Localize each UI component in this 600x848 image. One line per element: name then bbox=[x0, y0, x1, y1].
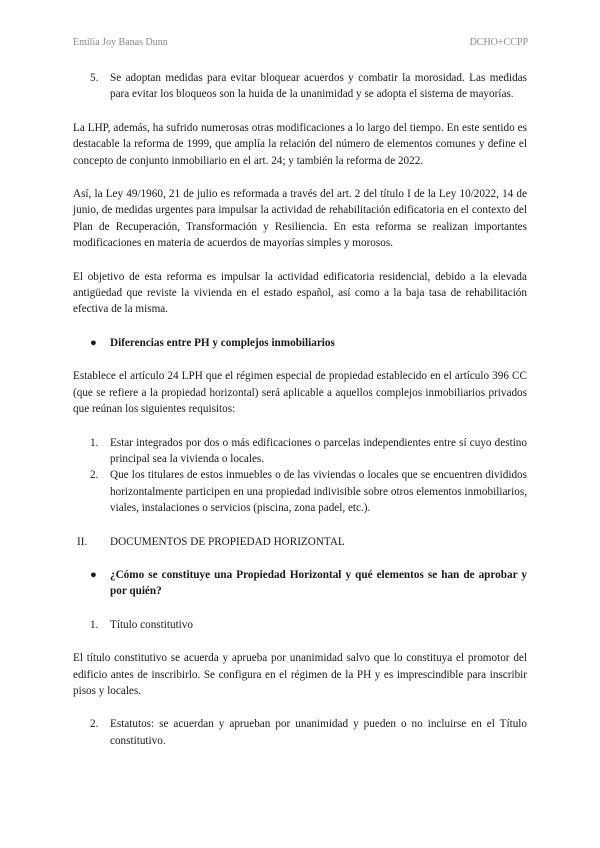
list-item-5 bbox=[90, 70, 527, 103]
bullet-heading-differences bbox=[90, 335, 527, 351]
list-item-text: Estatutos: se acuerdan y aprueban por unanimidad y pueden o no incluirse en el Título constitutivo. bbox=[110, 718, 527, 747]
paragraph-article-24: Establece el artículo 24 LPH que el régimen especial de propiedad establecido en el artículo 396 CC (que se refiere a la propiedad horizontal) será aplicable a aquellos complejos inmobiliarios privados que reúnan los siguientes requisitos: bbox=[73, 370, 527, 416]
list-marker: 5. bbox=[90, 72, 99, 84]
list-item-text: Estar integrados por dos o más edificaciones o parcelas independientes entre sí cuyo destino principal sea la vivienda o locales. bbox=[110, 436, 527, 465]
header-course: DCHO+CCPP bbox=[469, 37, 528, 48]
bullet-heading-text: Diferencias entre PH y complejos inmobiliarios bbox=[110, 336, 335, 349]
paragraph-ley-reform: Así, la Ley 49/1960, 21 de julio es reformada a través del art. 2 del título I de la Ley 10/2022, 14 de junio, de medidas urgentes para impulsar la actividad de rehabilitación edificatoria en el contexto del Plan de Recuperación, Transformación y Resiliencia. En esta reforma se realizan importantes modificaciones en materia de acuerdos de mayorías simples y morosos. bbox=[73, 188, 527, 250]
bullet-heading-text: ¿Cómo se constituye una Propiedad Horizontal y qué elementos se han de aprobar y por quién? bbox=[110, 568, 527, 598]
section-heading-ii bbox=[77, 534, 527, 550]
header-author: Emilia Joy Banas Dunn bbox=[73, 37, 168, 48]
list-item-titulo bbox=[90, 617, 527, 633]
list-marker: 2. bbox=[90, 718, 99, 731]
requirement-item-1 bbox=[90, 435, 527, 468]
requirement-item-2 bbox=[90, 467, 527, 516]
section-title: DOCUMENTOS DE PROPIEDAD HORIZONTAL bbox=[110, 535, 345, 548]
list-item-text: Título constitutivo bbox=[110, 618, 193, 631]
section-marker: II. bbox=[77, 535, 88, 548]
list-item-estatutos bbox=[90, 716, 527, 749]
bullet-icon: ● bbox=[90, 568, 97, 581]
list-marker: 1. bbox=[90, 436, 99, 449]
bullet-icon: ● bbox=[90, 336, 97, 349]
bullet-heading-question bbox=[90, 567, 527, 600]
page-header bbox=[73, 37, 528, 48]
list-marker: 1. bbox=[90, 618, 99, 631]
list-item-text: Que los titulares de estos inmuebles o de las viviendas o locales que se encuentren divididos horizontalmente participen en una propiedad indivisible sobre otros elementos inmobiliarios, viales, instalaciones o servicios (piscina, zona padel, etc.). bbox=[110, 469, 527, 515]
list-marker: 2. bbox=[90, 469, 99, 482]
paragraph-lhp-modifications: La LHP, además, ha sufrido numerosas otras modificaciones a lo largo del tiempo. En este sentido es destacable la reforma de 1999, que amplía la relación del número de elementos comunes y define el concepto de conjunto inmobiliario en el art. 24; y también la reforma de 2022. bbox=[73, 121, 527, 167]
list-item-text: Se adoptan medidas para evitar bloquear acuerdos y combatir la morosidad. Las medidas para evitar los bloqueos son la huida de la unanimidad y se adopta el sistema de mayorías. bbox=[110, 72, 527, 101]
paragraph-reform-objective: El objetivo de esta reforma es impulsar la actividad edificatoria residencial, debido a la elevada antigüedad que reviste la vivienda en el estado español, así como a la baja tasa de rehabilitación efectiva de la misma. bbox=[73, 270, 527, 316]
paragraph-titulo-constitutivo: El título constitutivo se acuerda y aprueba por unanimidad salvo que lo constituya el promotor del edificio antes de inscribirlo. Se configura en el régimen de la PH y es imprescindible para inscribir pisos y locales. bbox=[73, 652, 527, 697]
document-body bbox=[73, 70, 527, 749]
